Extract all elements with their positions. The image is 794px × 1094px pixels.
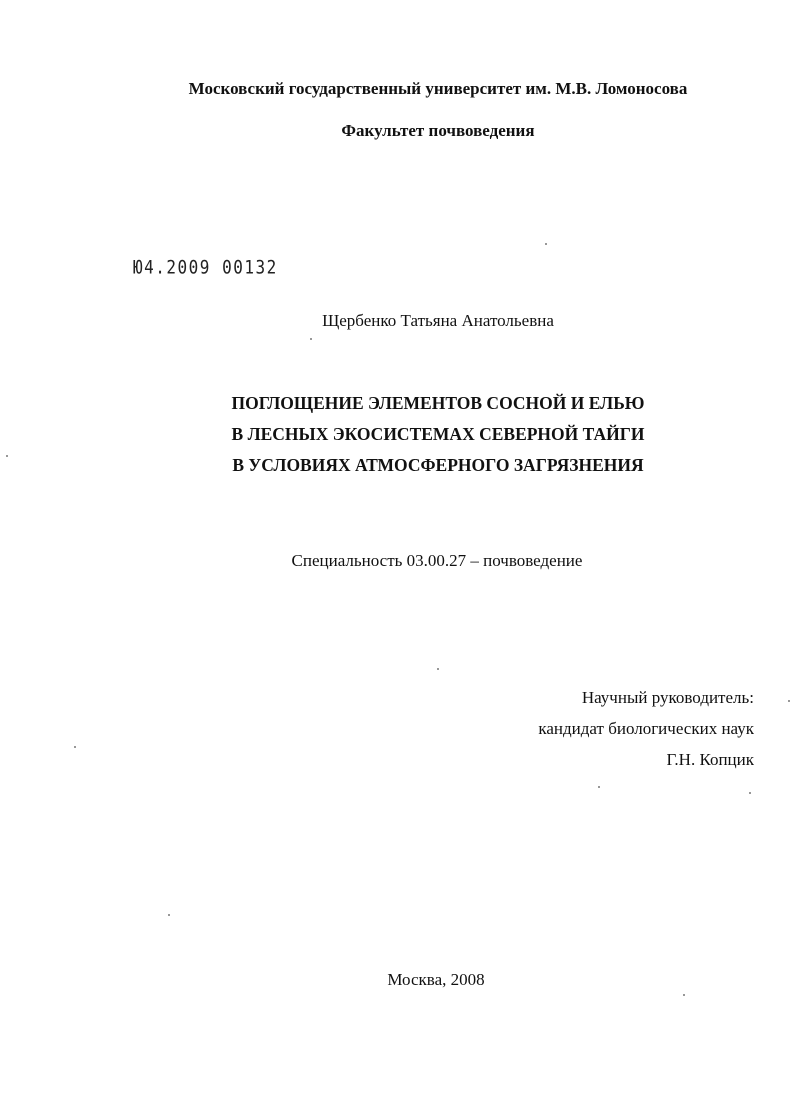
supervisor-label: Научный руководитель: bbox=[581, 688, 754, 707]
scan-speck bbox=[6, 455, 8, 457]
scan-speck bbox=[749, 792, 751, 794]
scan-speck bbox=[168, 914, 170, 916]
scan-speck bbox=[788, 700, 790, 702]
supervisor-name: Г.Н. Копцик bbox=[666, 750, 754, 769]
scan-speck bbox=[437, 668, 439, 670]
title-line-3: В УСЛОВИЯХ АТМОСФЕРНОГО ЗАГРЯЗНЕНИЯ bbox=[232, 455, 644, 475]
scan-speck bbox=[598, 786, 600, 788]
title-line-1: ПОГЛОЩЕНИЕ ЭЛЕМЕНТОВ СОСНОЙ И ЕЛЬЮ bbox=[231, 393, 645, 413]
registration-stamp: Ю4.2009 00132 bbox=[133, 256, 278, 278]
title-line-2: В ЛЕСНЫХ ЭКОСИСТЕМАХ СЕВЕРНОЙ ТАЙГИ bbox=[231, 424, 645, 444]
scan-speck bbox=[74, 746, 76, 748]
city-year: Москва, 2008 bbox=[387, 970, 485, 989]
scan-speck bbox=[683, 994, 685, 996]
author-name: Щербенко Татьяна Анатольевна bbox=[322, 311, 554, 330]
university-name: Московский государственный университет им. М.В. Ломоносова bbox=[188, 79, 688, 98]
scan-speck bbox=[310, 338, 312, 340]
specialty: Специальность 03.00.27 – почвоведение bbox=[291, 551, 583, 570]
supervisor-degree: кандидат биологических наук bbox=[538, 719, 754, 738]
faculty-name: Факультет почвоведения bbox=[341, 121, 535, 140]
scan-speck bbox=[545, 243, 547, 245]
